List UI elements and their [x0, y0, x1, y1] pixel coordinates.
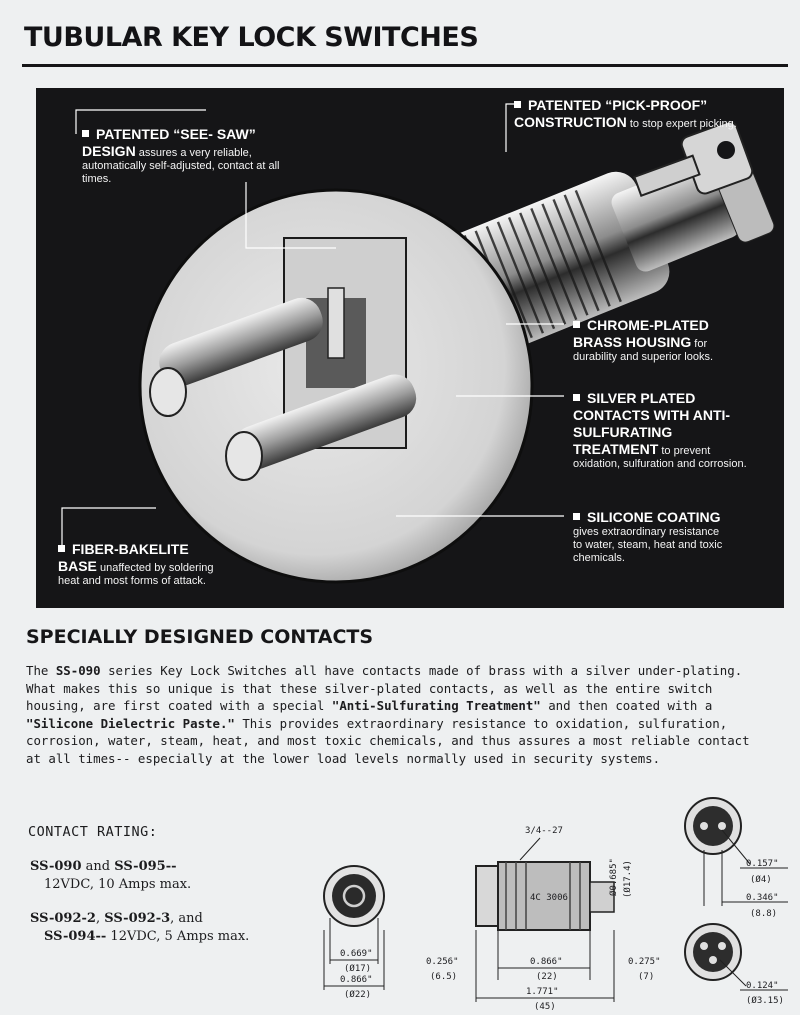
length-dim-c: 0.275"	[628, 957, 661, 967]
callout-pick-proof-body: to stop expert picking.	[629, 118, 737, 130]
front-view-drawing	[324, 866, 384, 1000]
side-view-drawing	[426, 826, 661, 1010]
side-dim: Ø0.685"	[609, 858, 619, 896]
bullet-icon	[514, 101, 521, 108]
length-dim-b: 0.866"	[530, 957, 563, 967]
callout-chrome	[573, 317, 753, 364]
rating-text: and	[81, 859, 115, 874]
callout-chrome-body: for durability and superior looks.	[573, 338, 714, 363]
series-name: SS-090	[55, 663, 101, 678]
callout-silver-heading: SILVER PLATED CONTACTS WITH ANTI-SULFURATING TREATMENT	[573, 390, 731, 457]
callout-silicone-body: gives extraordinary resistance to water, steam, heat and toxic chemicals.	[573, 526, 723, 564]
rear-view-drawing	[685, 798, 788, 1006]
callout-see-saw-heading: PATENTED “SEE- SAW” DESIGN	[82, 126, 256, 159]
front-dim-2-mm: (Ø22)	[344, 990, 372, 1000]
front-dim-2: 0.866"	[340, 975, 373, 985]
hole-dim: 0.157"	[746, 859, 779, 869]
callout-fiber-heading: FIBER-BAKELITE BASE	[58, 541, 189, 574]
callout-silicone-heading: SILICONE COATING	[587, 509, 721, 525]
bullet-icon	[573, 394, 580, 401]
pin-dim: 0.124"	[746, 981, 779, 991]
rating-text: ,	[95, 911, 105, 926]
illustration-panel	[36, 88, 784, 608]
length-dim-a-mm: (6.5)	[430, 972, 458, 982]
spacing-dim-mm: (8.8)	[750, 909, 778, 919]
contact-rating-1	[30, 858, 191, 894]
paragraph-text: The	[26, 663, 56, 678]
length-dim-total: 1.771"	[526, 987, 559, 997]
length-dim-c-mm: (7)	[638, 972, 655, 982]
callout-fiber	[58, 541, 218, 588]
model-name: SS-092-3	[104, 911, 171, 926]
callout-see-saw-body: assures a very reliable, automatically self-adjusted, contact at all times.	[82, 147, 280, 185]
rating-text: , and	[170, 911, 203, 926]
pin-dim-mm: (Ø3.15)	[746, 996, 784, 1006]
model-name: SS-095--	[114, 859, 177, 874]
length-dim-b-mm: (22)	[536, 972, 558, 982]
hole-dim-mm: (Ø4)	[750, 875, 772, 885]
page-title: TUBULAR KEY LOCK SWITCHES	[24, 22, 479, 53]
section-paragraph	[26, 662, 770, 768]
callout-silver-body: to prevent oxidation, sulfuration and corrosion.	[573, 445, 747, 470]
callout-silicone	[573, 509, 723, 565]
bullet-icon	[573, 321, 580, 328]
section-title: SPECIALLY DESIGNED CONTACTS	[26, 626, 374, 648]
callout-see-saw	[82, 126, 302, 186]
contact-rating-heading: CONTACT RATING:	[28, 824, 158, 840]
bullet-icon	[82, 130, 89, 137]
side-dim-mm: (Ø17.4)	[623, 860, 633, 898]
length-dim-total-mm: (45)	[534, 1002, 556, 1010]
length-dim-a: 0.256"	[426, 957, 459, 967]
model-name: SS-090	[30, 859, 82, 874]
paragraph-text: This provides extraordinary resistance to oxidation, sulfuration, corrosion, water, steam, heat, and most toxic chemicals, and thus assures a most reliable contact at all times-- especially at the lower load levels normally used in security systems.	[26, 715, 750, 766]
front-dim-1-mm: (Ø17)	[344, 964, 372, 974]
bullet-icon	[573, 513, 580, 520]
paragraph-text: series Key Lock Switches all have contacts made of brass with a silver under-plating. What makes this so unique is that these silver-plated contacts, as well as the entire switch housing, are first coated with a special	[26, 663, 743, 714]
callout-fiber-body: unaffected by soldering heat and most forms of attack.	[58, 562, 214, 587]
model-name: SS-094--	[44, 929, 107, 944]
bleed-through-text	[470, 26, 477, 54]
model-name: SS-092-2	[30, 911, 96, 926]
spacing-dim: 0.346"	[746, 893, 779, 903]
dimension-drawings	[300, 790, 790, 1010]
thread-label: 3/4--27	[525, 826, 563, 836]
paragraph-text: and then coated with a	[540, 698, 713, 714]
callout-chrome-heading: CHROME-PLATED BRASS HOUSING	[573, 317, 709, 350]
rating-spec: 12VDC, 10 Amps max.	[44, 877, 192, 892]
callout-silver	[573, 390, 753, 471]
paste-name: "Silicone Dielectric Paste."	[26, 715, 235, 731]
callout-pick-proof-heading: PATENTED “PICK-PROOF” CONSTRUCTION	[514, 97, 708, 130]
bullet-icon	[58, 545, 65, 552]
contact-rating-2	[30, 910, 249, 946]
callout-pick-proof	[514, 97, 754, 131]
treatment-name: "Anti-Sulfurating Treatment"	[331, 698, 541, 714]
title-rule	[22, 64, 788, 67]
body-label: 4C 3006	[530, 893, 568, 903]
rating-spec: 12VDC, 5 Amps max.	[106, 929, 250, 944]
front-dim-1: 0.669"	[340, 949, 373, 959]
